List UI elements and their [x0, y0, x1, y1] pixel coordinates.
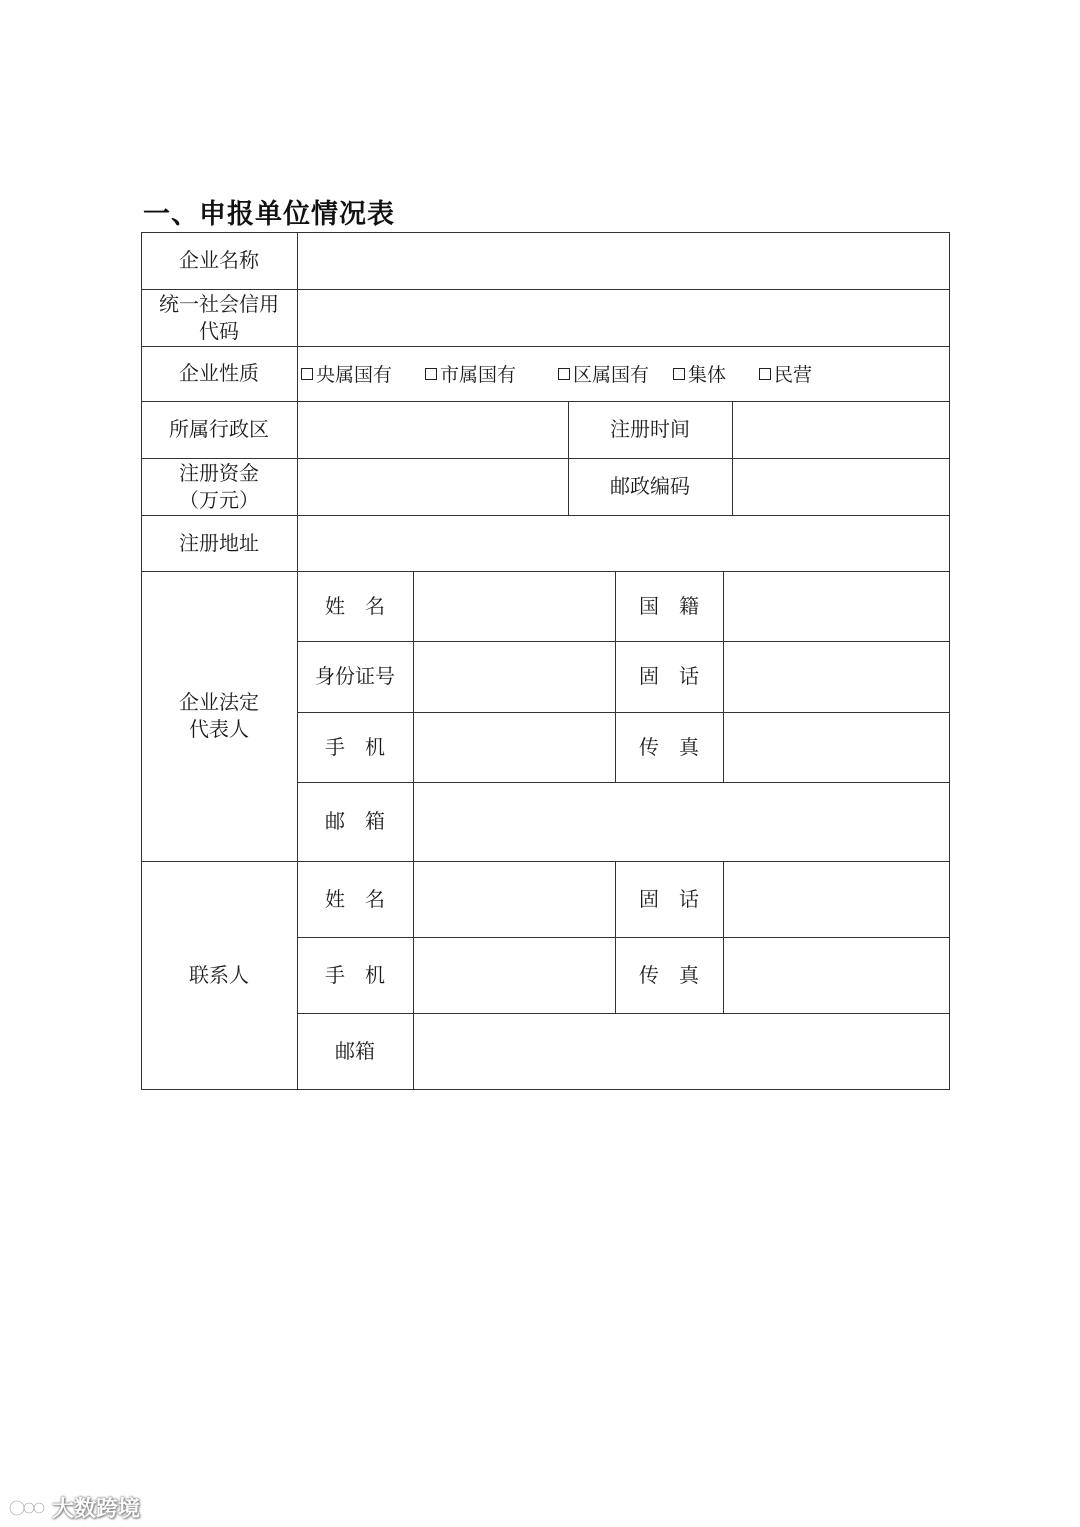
checkbox-icon[interactable]	[759, 368, 771, 380]
legal-rep-email-field[interactable]	[413, 782, 949, 861]
option-label: 集体	[688, 364, 727, 386]
legal-rep-mobile-field[interactable]	[413, 712, 615, 782]
checkbox-icon[interactable]	[558, 368, 570, 380]
capital-label: 注册资金 （万元）	[179, 460, 259, 512]
watermark-text: 大数跨境	[52, 1497, 141, 1522]
legal-rep-id-label: 身份证号	[315, 664, 395, 688]
legal-rep-phone-field[interactable]	[723, 641, 949, 712]
postcode-field[interactable]	[732, 458, 949, 515]
legal-rep-name-label: 姓 名	[325, 593, 385, 618]
legal-rep-email-label: 邮 箱	[325, 809, 385, 833]
legal-rep-nationality-label: 国 籍	[639, 593, 699, 618]
register-time-label: 注册时间	[610, 417, 690, 441]
legal-rep-section-label: 企业法定 代表人	[179, 690, 259, 741]
option-label: 区属国有	[573, 364, 650, 386]
table-border-bottom	[141, 1089, 950, 1090]
company-type-label: 企业性质	[179, 361, 259, 385]
register-time-field[interactable]	[732, 401, 949, 458]
company-type-options	[298, 346, 948, 401]
contact-phone-field[interactable]	[723, 861, 949, 937]
option-label: 市属国有	[440, 364, 517, 386]
contact-mobile-field[interactable]	[413, 937, 615, 1013]
checkbox-option-private[interactable]	[759, 360, 812, 387]
address-label: 注册地址	[179, 530, 259, 555]
checkbox-option-collective[interactable]	[673, 360, 726, 387]
legal-rep-name-field[interactable]	[413, 571, 615, 641]
contact-phone-label: 固 话	[639, 886, 699, 911]
address-field[interactable]	[297, 515, 949, 571]
legal-rep-id-field[interactable]	[413, 641, 615, 712]
checkbox-option-central-soe[interactable]	[301, 360, 392, 387]
page-title: 一、申报单位情况表	[143, 199, 395, 230]
contact-fax-field[interactable]	[723, 937, 949, 1013]
legal-rep-fax-field[interactable]	[723, 712, 949, 782]
legal-rep-nationality-field[interactable]	[723, 571, 949, 641]
legal-rep-fax-label: 传 真	[639, 734, 699, 759]
contact-email-field[interactable]	[413, 1013, 949, 1089]
company-name-label: 企业名称	[179, 248, 259, 272]
option-label: 民营	[774, 364, 813, 386]
watermark-logo-icon	[8, 1497, 48, 1519]
contact-name-label: 姓 名	[325, 886, 385, 911]
district-label: 所属行政区	[169, 417, 269, 441]
legal-rep-phone-label: 固 话	[639, 664, 699, 688]
checkbox-icon[interactable]	[301, 368, 313, 380]
credit-code-field[interactable]	[297, 289, 949, 346]
checkbox-option-district-soe[interactable]	[558, 360, 649, 387]
legal-rep-mobile-label: 手 机	[325, 734, 385, 759]
contact-section-label: 联系人	[189, 962, 249, 987]
contact-email-label: 邮箱	[335, 1038, 375, 1063]
contact-mobile-label: 手 机	[325, 962, 385, 987]
contact-name-field[interactable]	[413, 861, 615, 937]
postcode-label: 邮政编码	[610, 474, 690, 498]
contact-fax-label: 传 真	[639, 962, 699, 987]
checkbox-icon[interactable]	[425, 368, 437, 380]
district-field[interactable]	[297, 401, 568, 458]
capital-field[interactable]	[297, 458, 568, 515]
option-label: 央属国有	[316, 364, 393, 386]
credit-code-label: 统一社会信用 代码	[159, 291, 279, 343]
company-name-field[interactable]	[297, 232, 949, 289]
checkbox-icon[interactable]	[673, 368, 685, 380]
checkbox-option-municipal-soe[interactable]	[425, 360, 516, 387]
watermark	[8, 1492, 140, 1523]
table-border-right	[949, 232, 950, 1089]
